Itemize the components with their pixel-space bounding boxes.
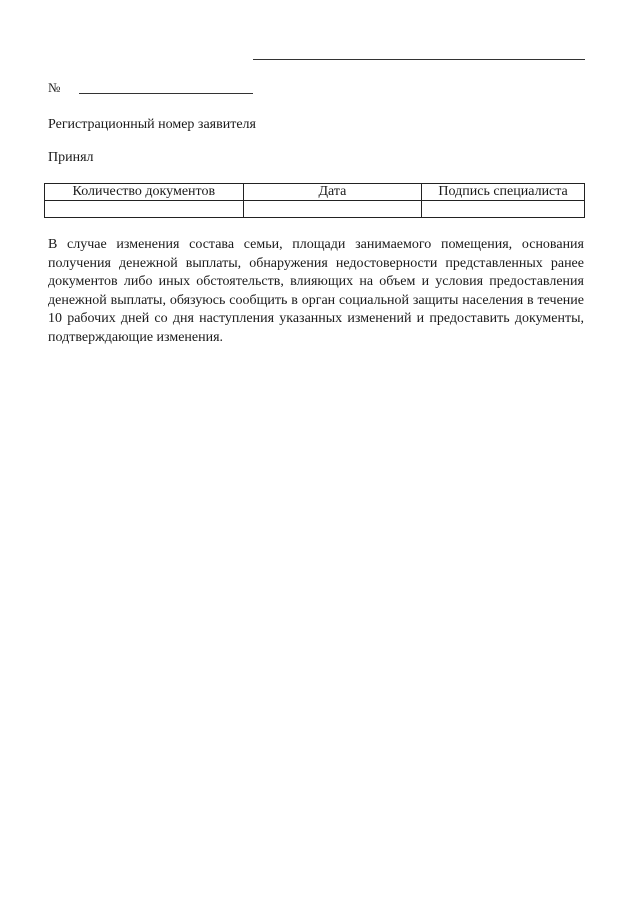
notice-paragraph: В случае изменения состава семьи, площади занимаемого помещения, основания получения денежной выплаты, обнаружения недостоверности представленных ранее документов либо иных обстоятельств, влияющих на объем и условия предоставления денежной выплаты, обязуюсь сообщить в орган социальной защиты населения в течение 10 рабочих дней со дня наступления указанных изменений и предоставить документы, подтверждающие изменения. [48,237,584,345]
registration-number-label: Регистрационный номер заявителя [48,117,256,132]
column-header-specialist-signature: Подпись специалиста [422,184,585,201]
table-cell-specialist-signature [422,201,585,218]
column-header-date: Дата [243,184,422,201]
table-header-row [45,184,585,201]
table-cell-date [243,201,422,218]
signature-line [253,59,585,60]
document-number-line [48,80,60,96]
number-sign: № [48,80,61,95]
table-row [45,201,585,218]
accepted-label: Принял [48,150,94,165]
document-number-blank [79,93,253,94]
table-cell-documents-count [45,201,244,218]
receipt-table [44,183,585,218]
column-header-documents-count: Количество документов [45,184,244,201]
